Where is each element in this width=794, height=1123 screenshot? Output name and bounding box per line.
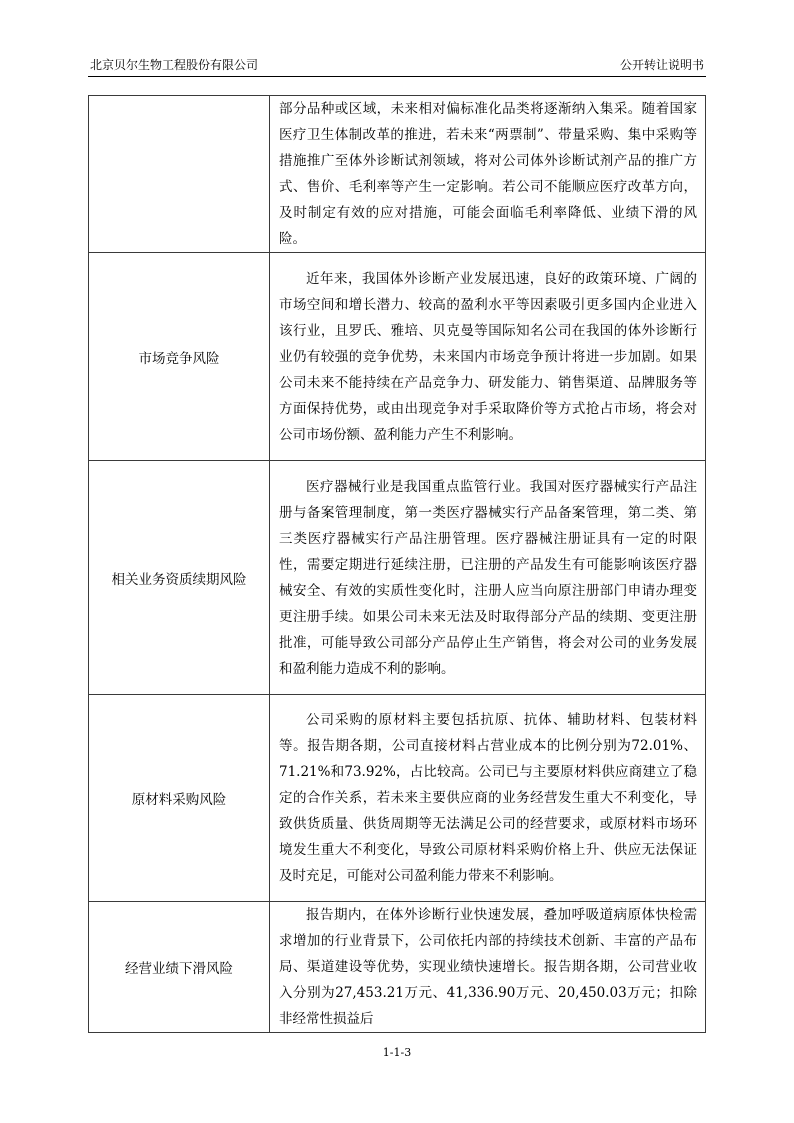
table-row: [89, 461, 706, 695]
risk-description-cell: [270, 253, 706, 461]
risk-description-cell: [270, 461, 706, 695]
risk-description: 医疗器械行业是我国重点监管行业。我国对医疗器械实行产品注册与备案管理制度，第一类医疗器械实行产品备案管理，第二类、第三类医疗器械实行产品注册管理。医疗器械注册证具有一定的时限性，需要定期进行延续注册，已注册的产品发生有可能影响该医疗器械安全、有效的实质性变化时，注册人应当向原注册部门申请办理变更注册手续。如果公司未来无法及时取得部分产品的续期、变更注册批准，可能导致公司部分产品停止生产销售，将会对公司的业务发展和盈利能力造成不利的影响。: [279, 478, 697, 677]
risk-description-cell: [270, 96, 706, 253]
risk-name-cell: 相关业务资质续期风险: [89, 461, 270, 695]
risk-description: 部分品种或区域，未来相对偏标准化品类将逐渐纳入集采。随着国家医疗卫生体制改革的推进，若未来“两票制”、带量采购、集中采购等措施推广至体外诊断试剂领域，将对公司体外诊断试剂产品的推广方式、售价、毛利率等产生一定影响。若公司不能顺应医疗改革方向，及时制定有效的应对措施，可能会面临毛利率降低、业绩下滑的风险。: [279, 101, 697, 247]
risk-name-cell: 市场竞争风险: [89, 253, 270, 461]
company-name: 北京贝尔生物工程股份有限公司: [90, 58, 259, 72]
risk-name-cell: [89, 96, 270, 253]
table-row: [89, 253, 706, 461]
page-number: 1-1-3: [382, 1046, 412, 1059]
risk-table: [88, 95, 706, 1033]
risk-name-cell: 经营业绩下滑风险: [89, 902, 270, 1033]
risk-name-cell: 原材料采购风险: [89, 695, 270, 902]
document-title: 公开转让说明书: [619, 58, 704, 72]
table-row: [89, 96, 706, 253]
page-header: [88, 54, 706, 77]
risk-description-cell: [270, 695, 706, 902]
risk-description: 近年来，我国体外诊断产业发展迅速，良好的政策环境、广阔的市场空间和增长潜力、较高的盈利水平等因素吸引更多国内企业进入该行业，且罗氏、雅培、贝克曼等国际知名公司在我国的体外诊断行业仍有较强的竞争优势，未来国内市场竞争预计将进一步加剧。如果公司未来不能持续在产品竞争力、研发能力、销售渠道、品牌服务等方面保持优势，或由出现竞争对手采取降价等方式抢占市场，将会对公司市场份额、盈利能力产生不利影响。: [279, 270, 697, 443]
risk-description-cell: [270, 902, 706, 1033]
risk-description: 公司采购的原材料主要包括抗原、抗体、辅助材料、包装材料等。报告期各期，公司直接材料占营业成本的比例分别为72.01%、71.21%和73.92%，占比较高。公司已与主要原材料供应商建立了稳定的合作关系，若未来主要供应商的业务经营发生重大不利变化，导致供货质量、供货周期等无法满足公司的经营要求，或原材料市场环境发生重大不利变化，导致公司原材料采购价格上升、供应无法保证及时充足，可能对公司盈利能力带来不利影响。: [279, 712, 697, 884]
table-row: [89, 695, 706, 902]
risk-description: 报告期内，在体外诊断行业快速发展，叠加呼吸道病原体快检需求增加的行业背景下，公司依托内部的持续技术创新、丰富的产品布局、渠道建设等优势，实现业绩快速增长。报告期各期，公司营业收入分别为27,453.21万元、41,336.90万元、20,450.03万元；扣除非经常性损益后: [279, 907, 697, 1027]
table-row: [89, 902, 706, 1033]
